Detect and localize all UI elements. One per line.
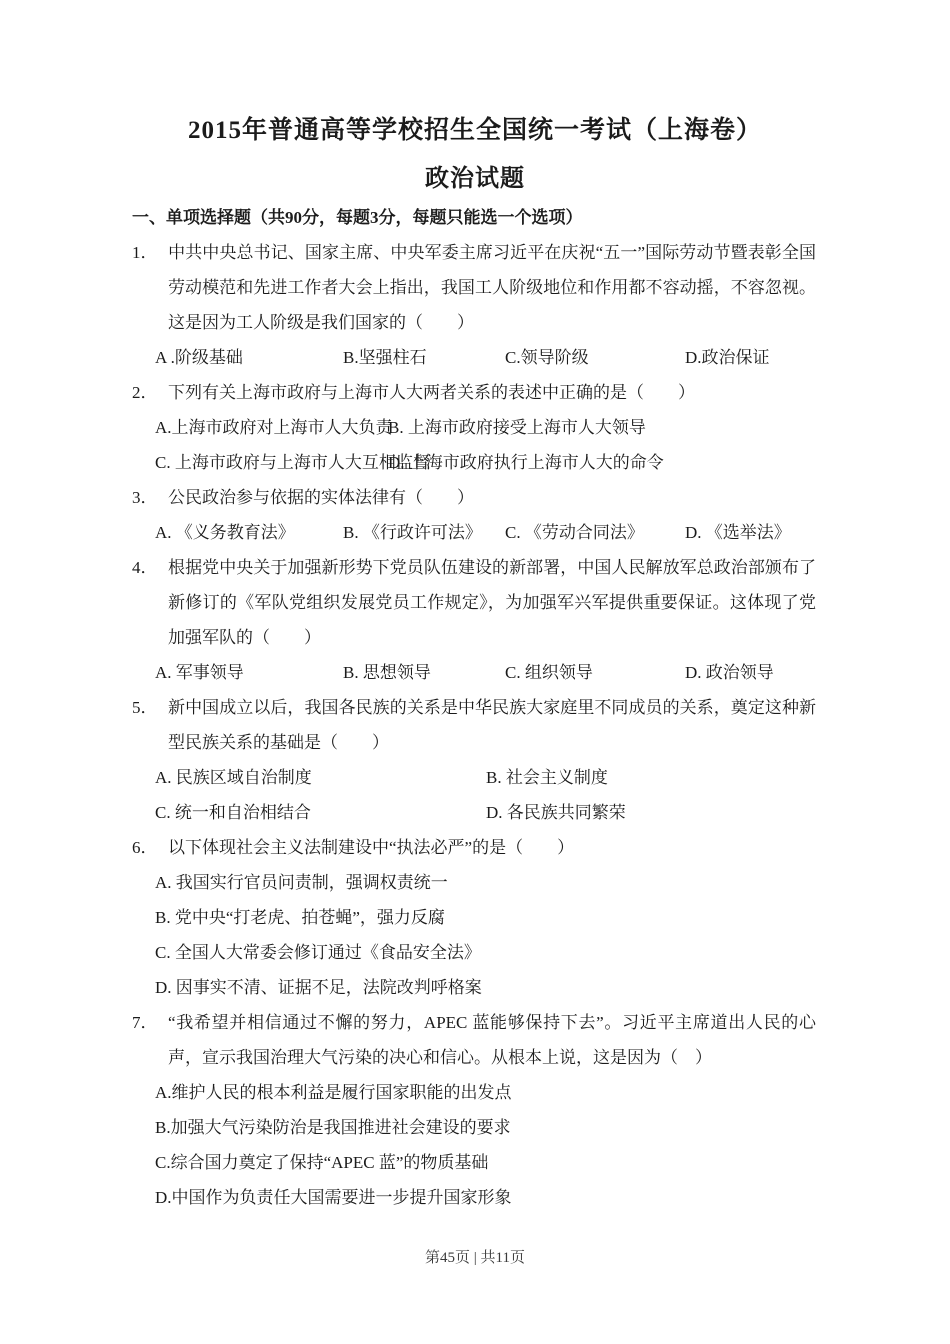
question-6-stem [132,830,816,865]
question-2-option-a: A.上海市政府对上海市人大负责 [155,418,393,437]
question-3-stem-text: 公民政治参与依据的实体法律有（ ） [168,488,474,507]
question-7-option-b: B.加强大气污染防治是我国推进社会建设的要求 [155,1118,511,1137]
question-1-option-a: A .阶级基础 [155,348,243,367]
question-4-number: 4． [132,558,158,577]
question-5-option-b: B. 社会主义制度 [486,768,608,787]
question-4-option-a: A. 军事领导 [155,663,244,682]
question-1-option-c: C.领导阶级 [505,348,589,367]
question-7-stem-text: “我希望并相信通过不懈的努力，APEC 蓝能够保持下去”。习近平主席道出人民的心声，宣示我国治理大气污染的决心和信心。从根本上说，这是因为（ ） [168,1013,816,1067]
question-3-option-c: C. 《劳动合同法》 [505,523,644,542]
question-6-number: 6． [132,838,158,857]
page-footer [0,1244,950,1272]
question-5-number: 5． [132,698,158,717]
question-1-stem-text: 中共中央总书记、国家主席、中央军委主席习近平在庆祝“五一”国际劳动节暨表彰全国劳动模范和先进工作者大会上指出，我国工人阶级地位和作用都不容动摇，不容忽视。这是因为工人阶级是我们国家的（ ） [168,243,816,332]
question-1-option-d: D.政治保证 [685,348,770,367]
question-2 [132,375,816,480]
question-6-option-a: A. 我国实行官员问责制，强调权责统一 [155,873,448,892]
question-7 [132,1005,816,1215]
question-7-number: 7． [132,1013,158,1032]
question-2-stem [132,375,816,410]
question-4 [132,550,816,690]
question-6-stem-text: 以下体现社会主义法制建设中“执法必严”的是（ ） [168,838,575,857]
question-1 [132,235,816,375]
question-7-option-a: A.维护人民的根本利益是履行国家职能的出发点 [155,1083,512,1102]
question-6-option-c: C. 全国人大常委会修订通过《食品安全法》 [155,943,481,962]
exam-title: 2015年普通高等学校招生全国统一考试（上海卷） [187,117,762,144]
question-6-option-d: D. 因事实不清、证据不足，法院改判呼格案 [155,978,482,997]
question-2-number: 2． [132,383,158,402]
question-3-option-a: A. 《义务教育法》 [155,523,295,542]
document-header [0,0,950,198]
question-4-option-d: D. 政治领导 [685,663,774,682]
question-2-option-c: C. 上海市政府与上海市人大互相监督 [155,453,430,472]
question-5-option-a: A. 民族区域自治制度 [155,768,312,787]
question-4-options [132,655,816,690]
question-1-options [132,340,816,375]
exam-body [132,200,816,1215]
question-6-options [132,865,816,1005]
question-5-stem [132,690,816,760]
question-1-number: 1． [132,243,158,262]
question-2-options [132,410,816,480]
question-3-options [132,515,816,550]
question-3-stem [132,480,816,515]
question-7-options [132,1075,816,1215]
question-1-stem [132,235,816,340]
question-6 [132,830,816,1005]
exam-subtitle: 政治试题 [425,166,525,192]
question-7-stem [132,1005,816,1075]
section-heading: 一、单项选择题（共90分，每题3分，每题只能选一个选项） [132,208,583,227]
question-5-option-d: D. 各民族共同繁荣 [486,803,626,822]
question-2-stem-text: 下列有关上海市政府与上海市人大两者关系的表述中正确的是（ ） [168,383,695,402]
question-2-option-b: B. 上海市政府接受上海市人大领导 [388,418,646,437]
question-1-option-b: B.坚强柱石 [343,348,427,367]
question-3-number: 3． [132,488,158,507]
question-5-options [132,760,816,830]
question-4-option-b: B. 思想领导 [343,663,431,682]
question-7-option-d: D.中国作为负责任大国需要进一步提升国家形象 [155,1188,512,1207]
page-number-label: 第45页 | 共11页 [425,1250,525,1266]
question-7-option-c: C.综合国力奠定了保持“APEC 蓝”的物质基础 [155,1153,489,1172]
question-3-option-d: D. 《选举法》 [685,523,791,542]
question-6-option-b: B. 党中央“打老虎、拍苍蝇”，强力反腐 [155,908,445,927]
question-4-stem [132,550,816,655]
question-5 [132,690,816,830]
question-3-option-b: B. 《行政许可法》 [343,523,482,542]
question-2-option-d: D. 上海市政府执行上海市人大的命令 [388,453,664,472]
question-5-stem-text: 新中国成立以后，我国各民族的关系是中华民族大家庭里不同成员的关系，奠定这种新型民族关系的基础是（ ） [168,698,816,752]
question-4-stem-text: 根据党中央关于加强新形势下党员队伍建设的新部署，中国人民解放军总政治部颁布了新修订的《军队党组织发展党员工作规定》，为加强军兴军提供重要保证。这体现了党加强军队的（ ） [168,558,816,647]
question-5-option-c: C. 统一和自治相结合 [155,803,311,822]
question-3 [132,480,816,550]
question-4-option-c: C. 组织领导 [505,663,593,682]
